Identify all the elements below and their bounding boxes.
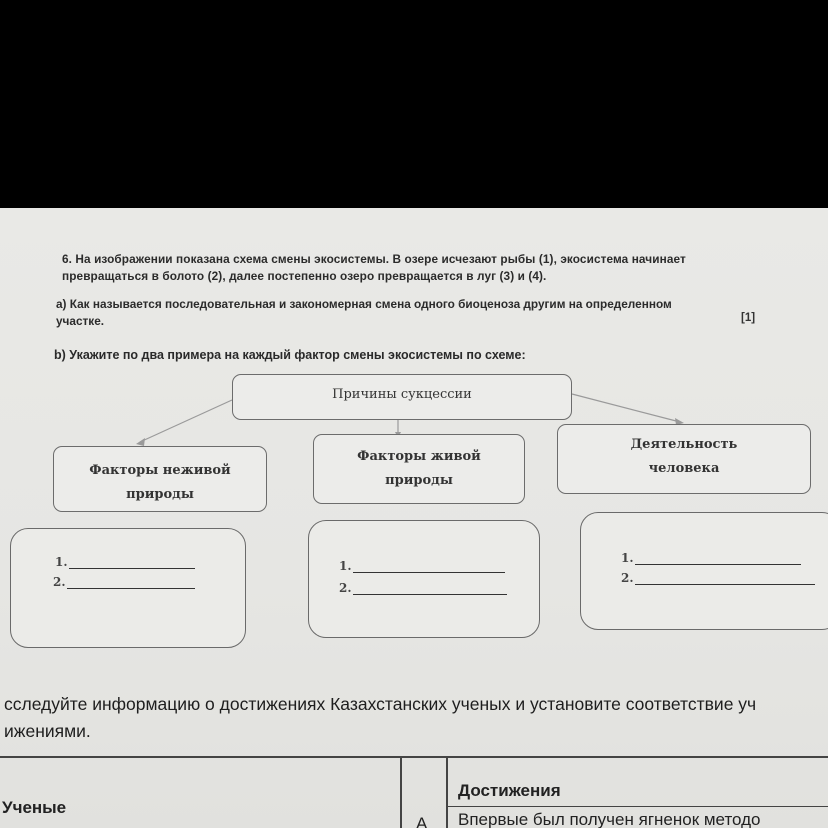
answer-rule[interactable] [353,584,507,595]
root-label: Причины сукцессии [332,387,472,402]
answer-line-1[interactable] [339,559,505,573]
item-number: 2. [53,575,66,589]
answer-line-2[interactable] [339,581,507,595]
answer-rule[interactable] [69,558,195,569]
part-a-line-2: участке. [56,314,105,328]
factor3-line1: Деятельность [630,437,738,452]
answer-rule[interactable] [635,554,801,565]
task7-line-1: сследуйте информацию о достижениях Казахстанских ученых и установите соответствие уч [4,694,757,714]
row-letter: A [416,814,428,828]
question-line-1: 6. На изображении показана схема смены экосистемы. В озере исчезают рыбы (1), экосистема начинает [62,252,686,266]
row-achievement: Впервые был получен ягненок методо [458,810,761,828]
worksheet-page [0,208,828,828]
part-a-line-1: а) Как называется последовательная и закономерная смена одного биоценоза другим на определенном [56,297,672,311]
answer-line-2[interactable] [53,575,195,589]
answer-line-2[interactable] [621,571,815,585]
table-divider-2 [446,756,448,828]
item-number: 2. [621,571,634,585]
part-a-score: [1] [741,312,756,324]
table-header-border [446,806,828,807]
factor1-line2: природы [126,487,194,502]
factor3-line2: человека [648,461,720,476]
task7-line-2: ижениями. [4,721,91,741]
answer-line-1[interactable] [55,555,195,569]
factor-abiotic-box [53,446,267,512]
question-part-b: b) Укажите по два примера на каждый фактор смены экосистемы по схеме: [54,348,526,362]
question-line-2: превращаться в болото (2), далее постепенно озеро превращается в луг (3) и (4). [62,269,547,283]
factor-biotic-box [313,434,525,504]
arrow-to-factor1 [140,400,232,442]
answer-line-1[interactable] [621,551,801,565]
arrow-to-factor3 [572,394,680,422]
table-divider-1 [400,756,402,828]
item-number: 1. [55,555,68,569]
factor-human-box [557,424,811,494]
factor2-line1: Факторы живой [357,449,481,464]
col-scientists: Ученые [2,798,67,817]
arrowhead-factor1 [136,438,145,446]
factor2-line2: природы [385,473,453,488]
factor1-line1: Факторы неживой [89,463,231,478]
answer-box-abiotic [10,528,246,648]
item-number: 2. [339,581,352,595]
item-number: 1. [339,559,352,573]
table-top-border [0,756,828,758]
item-number: 1. [621,551,634,565]
answer-rule[interactable] [353,562,505,573]
answer-box-human [580,512,828,630]
diagram-root-box [232,374,572,420]
answer-box-biotic [308,520,540,638]
col-achievements: Достижения [458,781,561,800]
answer-rule[interactable] [635,574,815,585]
answer-rule[interactable] [67,578,195,589]
